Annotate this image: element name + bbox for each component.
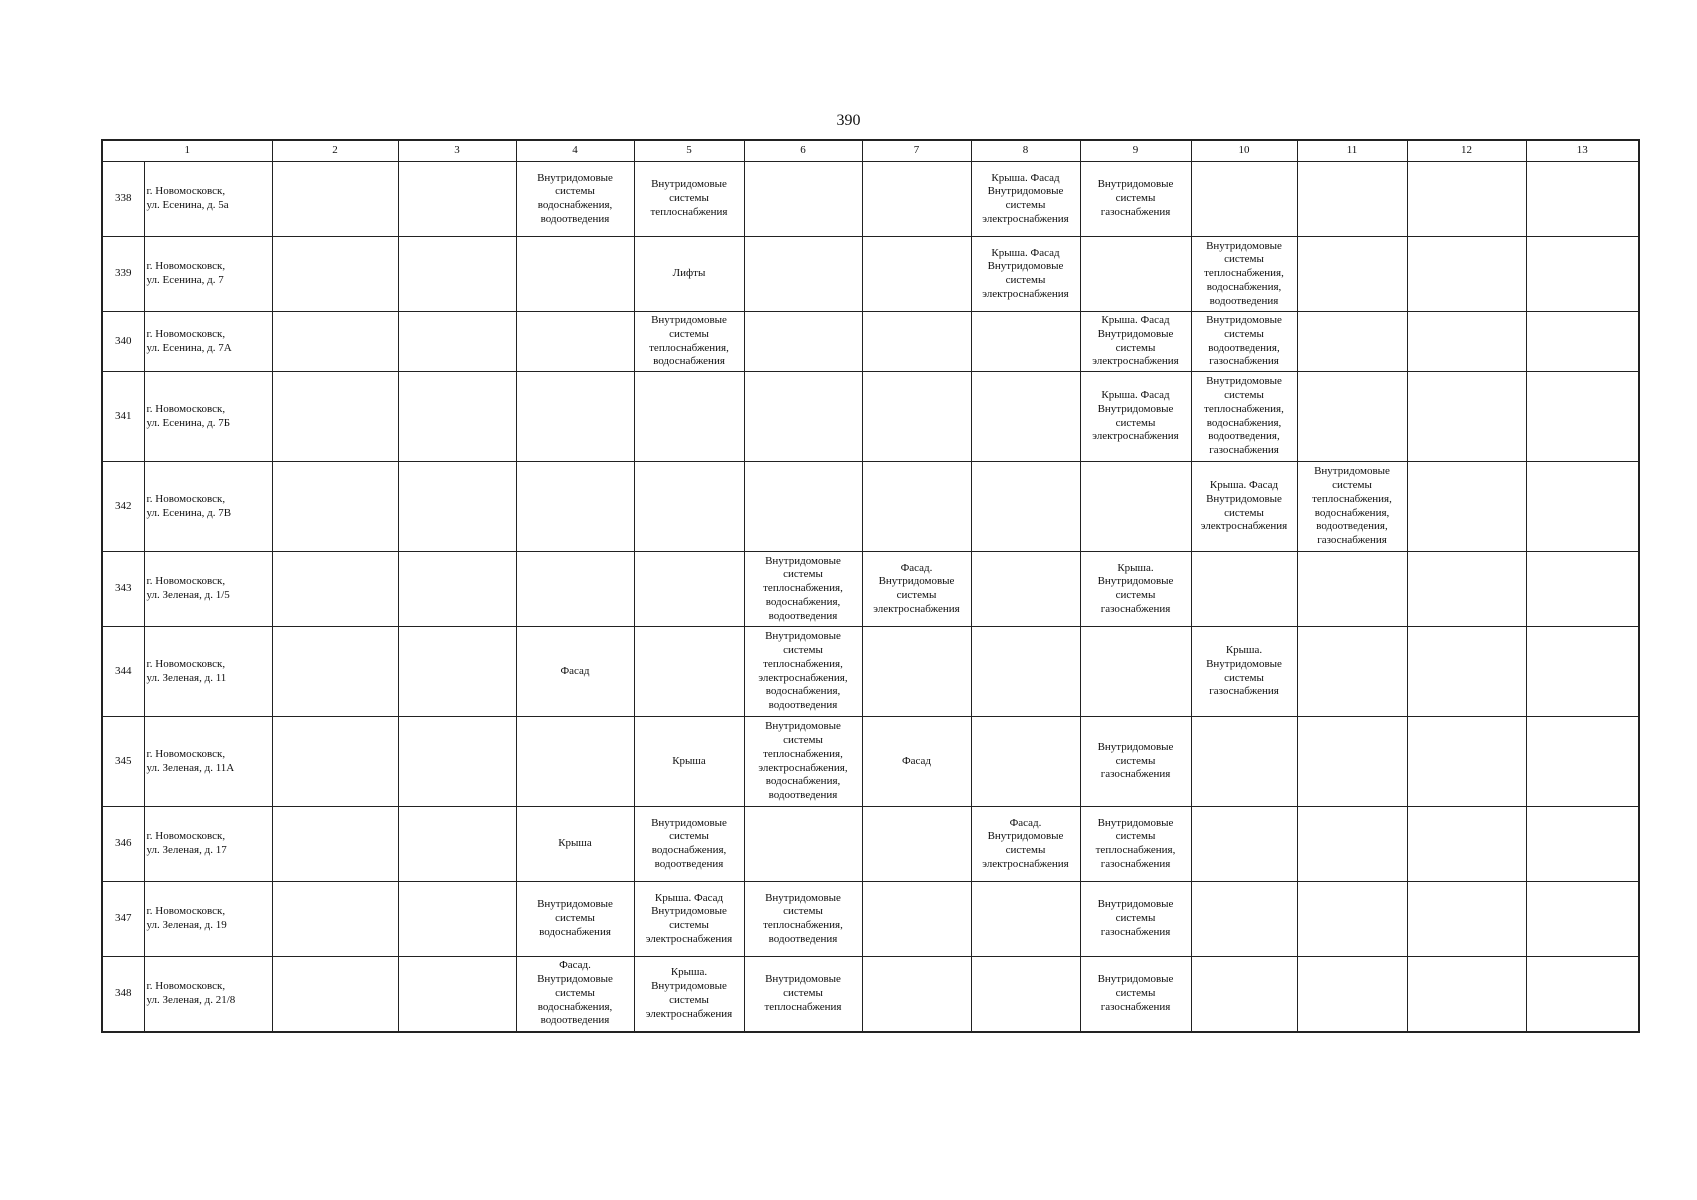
work-cell-col-12 — [1407, 162, 1526, 237]
work-cell-col-10 — [1191, 957, 1297, 1032]
work-cell-col-12 — [1407, 627, 1526, 717]
work-cell-col-13 — [1526, 717, 1639, 807]
work-cell-col-7 — [862, 372, 971, 462]
column-header-3: 3 — [398, 140, 516, 162]
work-cell-col-7 — [862, 807, 971, 882]
work-cell-col-2 — [272, 552, 398, 627]
work-cell-col-9: Крыша. Фасад Внутридомовые системы электроснабжения — [1080, 372, 1191, 462]
address-cell: г. Новомосковск, ул. Зеленая, д. 1/5 — [144, 552, 272, 627]
work-cell-col-13 — [1526, 627, 1639, 717]
work-cell-col-10: Внутридомовые системы водоотведения, газоснабжения — [1191, 312, 1297, 372]
work-cell-col-5: Внутридомовые системы теплоснабжения — [634, 162, 744, 237]
work-cell-col-6: Внутридомовые системы теплоснабжения, водоотведения — [744, 882, 862, 957]
work-cell-col-2 — [272, 957, 398, 1032]
work-cell-col-13 — [1526, 372, 1639, 462]
table-row — [102, 957, 1639, 1032]
work-cell-col-9 — [1080, 237, 1191, 312]
work-cell-col-2 — [272, 717, 398, 807]
work-cell-col-5 — [634, 552, 744, 627]
work-cell-col-13 — [1526, 882, 1639, 957]
table-row — [102, 807, 1639, 882]
work-cell-col-11 — [1297, 552, 1407, 627]
work-cell-col-8 — [971, 312, 1080, 372]
work-cell-col-8 — [971, 882, 1080, 957]
work-cell-col-12 — [1407, 957, 1526, 1032]
column-header-12: 12 — [1407, 140, 1526, 162]
table-row — [102, 162, 1639, 237]
work-cell-col-12 — [1407, 882, 1526, 957]
work-cell-col-7 — [862, 312, 971, 372]
work-cell-col-2 — [272, 312, 398, 372]
work-cell-col-4: Фасад. Внутридомовые системы водоснабжения, водоотведения — [516, 957, 634, 1032]
work-cell-col-2 — [272, 807, 398, 882]
work-cell-col-7 — [862, 627, 971, 717]
table-row — [102, 462, 1639, 552]
work-cell-col-8 — [971, 372, 1080, 462]
work-cell-col-6 — [744, 807, 862, 882]
address-cell: г. Новомосковск, ул. Зеленая, д. 17 — [144, 807, 272, 882]
work-cell-col-11 — [1297, 312, 1407, 372]
work-cell-col-9: Крыша. Фасад Внутридомовые системы электроснабжения — [1080, 312, 1191, 372]
work-cell-col-8: Крыша. Фасад Внутридомовые системы электроснабжения — [971, 162, 1080, 237]
work-cell-col-12 — [1407, 717, 1526, 807]
work-cell-col-13 — [1526, 807, 1639, 882]
column-header-11: 11 — [1297, 140, 1407, 162]
work-cell-col-2 — [272, 162, 398, 237]
work-cell-col-9: Внутридомовые системы газоснабжения — [1080, 717, 1191, 807]
address-cell: г. Новомосковск, ул. Зеленая, д. 11А — [144, 717, 272, 807]
work-cell-col-12 — [1407, 372, 1526, 462]
work-cell-col-3 — [398, 552, 516, 627]
work-cell-col-13 — [1526, 552, 1639, 627]
work-cell-col-3 — [398, 312, 516, 372]
table-row — [102, 237, 1639, 312]
work-cell-col-4: Фасад — [516, 627, 634, 717]
row-number: 343 — [102, 552, 144, 627]
work-cell-col-5 — [634, 462, 744, 552]
work-cell-col-3 — [398, 237, 516, 312]
work-cell-col-8 — [971, 462, 1080, 552]
row-number: 340 — [102, 312, 144, 372]
work-cell-col-9 — [1080, 462, 1191, 552]
work-cell-col-11 — [1297, 162, 1407, 237]
work-cell-col-12 — [1407, 807, 1526, 882]
address-cell: г. Новомосковск, ул. Зеленая, д. 11 — [144, 627, 272, 717]
work-cell-col-13 — [1526, 312, 1639, 372]
work-cell-col-2 — [272, 627, 398, 717]
work-cell-col-10: Внутридомовые системы теплоснабжения, водоснабжения, водоотведения, газоснабжения — [1191, 372, 1297, 462]
page-number: 390 — [836, 112, 861, 129]
table-body — [102, 162, 1639, 1032]
column-header-6: 6 — [744, 140, 862, 162]
work-cell-col-2 — [272, 237, 398, 312]
column-header-5: 5 — [634, 140, 744, 162]
work-cell-col-12 — [1407, 312, 1526, 372]
header-row — [102, 140, 1639, 162]
work-cell-col-3 — [398, 462, 516, 552]
column-header-10: 10 — [1191, 140, 1297, 162]
work-cell-col-10: Внутридомовые системы теплоснабжения, водоснабжения, водоотведения — [1191, 237, 1297, 312]
work-cell-col-7 — [862, 957, 971, 1032]
work-cell-col-8 — [971, 717, 1080, 807]
table-row — [102, 627, 1639, 717]
row-number: 346 — [102, 807, 144, 882]
column-header-13: 13 — [1526, 140, 1639, 162]
work-cell-col-6 — [744, 237, 862, 312]
work-cell-col-4 — [516, 552, 634, 627]
work-cell-col-4: Внутридомовые системы водоснабжения, водоотведения — [516, 162, 634, 237]
work-cell-col-4 — [516, 462, 634, 552]
work-cell-col-5: Крыша. Внутридомовые системы электроснабжения — [634, 957, 744, 1032]
work-cell-col-6: Внутридомовые системы теплоснабжения, электроснабжения, водоснабжения, водоотведения — [744, 627, 862, 717]
work-cell-col-5 — [634, 372, 744, 462]
work-cell-col-4 — [516, 717, 634, 807]
work-cell-col-3 — [398, 882, 516, 957]
work-cell-col-8: Фасад. Внутридомовые системы электроснабжения — [971, 807, 1080, 882]
work-cell-col-13 — [1526, 237, 1639, 312]
row-number: 344 — [102, 627, 144, 717]
work-cell-col-10 — [1191, 162, 1297, 237]
work-cell-col-6: Внутридомовые системы теплоснабжения, водоснабжения, водоотведения — [744, 552, 862, 627]
work-cell-col-7 — [862, 882, 971, 957]
work-cell-col-9: Внутридомовые системы газоснабжения — [1080, 162, 1191, 237]
work-cell-col-4 — [516, 312, 634, 372]
work-cell-col-8 — [971, 627, 1080, 717]
work-cell-col-10 — [1191, 717, 1297, 807]
column-header-9: 9 — [1080, 140, 1191, 162]
work-cell-col-11 — [1297, 627, 1407, 717]
column-header-8: 8 — [971, 140, 1080, 162]
work-cell-col-7 — [862, 162, 971, 237]
work-cell-col-4: Внутридомовые системы водоснабжения — [516, 882, 634, 957]
column-header-4: 4 — [516, 140, 634, 162]
row-number: 339 — [102, 237, 144, 312]
work-cell-col-5 — [634, 627, 744, 717]
address-cell: г. Новомосковск, ул. Есенина, д. 7В — [144, 462, 272, 552]
schedule-table — [101, 139, 1640, 1033]
column-header-7: 7 — [862, 140, 971, 162]
work-cell-col-3 — [398, 957, 516, 1032]
work-cell-col-4: Крыша — [516, 807, 634, 882]
row-number: 338 — [102, 162, 144, 237]
work-cell-col-10: Крыша. Внутридомовые системы газоснабжения — [1191, 627, 1297, 717]
row-number: 347 — [102, 882, 144, 957]
work-cell-col-11 — [1297, 237, 1407, 312]
work-cell-col-8: Крыша. Фасад Внутридомовые системы электроснабжения — [971, 237, 1080, 312]
table-row — [102, 372, 1639, 462]
work-cell-col-10 — [1191, 552, 1297, 627]
work-cell-col-3 — [398, 162, 516, 237]
work-cell-col-7 — [862, 237, 971, 312]
table-row — [102, 717, 1639, 807]
address-cell: г. Новомосковск, ул. Зеленая, д. 19 — [144, 882, 272, 957]
work-cell-col-3 — [398, 372, 516, 462]
work-cell-col-3 — [398, 627, 516, 717]
work-cell-col-12 — [1407, 462, 1526, 552]
address-cell: г. Новомосковск, ул. Зеленая, д. 21/8 — [144, 957, 272, 1032]
row-number: 348 — [102, 957, 144, 1032]
work-cell-col-6 — [744, 162, 862, 237]
work-cell-col-12 — [1407, 237, 1526, 312]
work-cell-col-11 — [1297, 957, 1407, 1032]
address-cell: г. Новомосковск, ул. Есенина, д. 7Б — [144, 372, 272, 462]
work-cell-col-8 — [971, 552, 1080, 627]
work-cell-col-2 — [272, 882, 398, 957]
work-cell-col-10: Крыша. Фасад Внутридомовые системы электроснабжения — [1191, 462, 1297, 552]
column-header-2: 2 — [272, 140, 398, 162]
work-cell-col-13 — [1526, 162, 1639, 237]
work-cell-col-5: Крыша. Фасад Внутридомовые системы электроснабжения — [634, 882, 744, 957]
work-cell-col-7 — [862, 462, 971, 552]
work-cell-col-5: Крыша — [634, 717, 744, 807]
work-cell-col-6: Внутридомовые системы теплоснабжения, электроснабжения, водоснабжения, водоотведения — [744, 717, 862, 807]
work-cell-col-3 — [398, 717, 516, 807]
work-cell-col-6 — [744, 312, 862, 372]
work-cell-col-4 — [516, 237, 634, 312]
row-number: 345 — [102, 717, 144, 807]
work-cell-col-5: Внутридомовые системы водоснабжения, водоотведения — [634, 807, 744, 882]
work-cell-col-9: Внутридомовые системы газоснабжения — [1080, 957, 1191, 1032]
work-cell-col-10 — [1191, 807, 1297, 882]
work-cell-col-11 — [1297, 717, 1407, 807]
work-cell-col-7: Фасад. Внутридомовые системы электроснабжения — [862, 552, 971, 627]
table-row — [102, 312, 1639, 372]
work-cell-col-13 — [1526, 957, 1639, 1032]
work-cell-col-2 — [272, 462, 398, 552]
address-cell: г. Новомосковск, ул. Есенина, д. 7А — [144, 312, 272, 372]
address-cell: г. Новомосковск, ул. Есенина, д. 7 — [144, 237, 272, 312]
work-cell-col-12 — [1407, 552, 1526, 627]
work-cell-col-11 — [1297, 372, 1407, 462]
table-row — [102, 882, 1639, 957]
work-cell-col-4 — [516, 372, 634, 462]
work-cell-col-9: Крыша. Внутридомовые системы газоснабжения — [1080, 552, 1191, 627]
work-cell-col-3 — [398, 807, 516, 882]
work-cell-col-11 — [1297, 882, 1407, 957]
row-number: 341 — [102, 372, 144, 462]
work-cell-col-13 — [1526, 462, 1639, 552]
column-header-1: 1 — [102, 140, 272, 162]
work-cell-col-6: Внутридомовые системы теплоснабжения — [744, 957, 862, 1032]
work-cell-col-2 — [272, 372, 398, 462]
work-cell-col-11 — [1297, 807, 1407, 882]
work-cell-col-6 — [744, 462, 862, 552]
work-cell-col-5: Внутридомовые системы теплоснабжения, водоснабжения — [634, 312, 744, 372]
work-cell-col-9: Внутридомовые системы газоснабжения — [1080, 882, 1191, 957]
work-cell-col-9: Внутридомовые системы теплоснабжения, газоснабжения — [1080, 807, 1191, 882]
work-cell-col-7: Фасад — [862, 717, 971, 807]
work-cell-col-8 — [971, 957, 1080, 1032]
work-cell-col-11: Внутридомовые системы теплоснабжения, водоснабжения, водоотведения, газоснабжения — [1297, 462, 1407, 552]
work-cell-col-9 — [1080, 627, 1191, 717]
work-cell-col-10 — [1191, 882, 1297, 957]
work-cell-col-5: Лифты — [634, 237, 744, 312]
address-cell: г. Новомосковск, ул. Есенина, д. 5а — [144, 162, 272, 237]
work-cell-col-6 — [744, 372, 862, 462]
table-row — [102, 552, 1639, 627]
row-number: 342 — [102, 462, 144, 552]
